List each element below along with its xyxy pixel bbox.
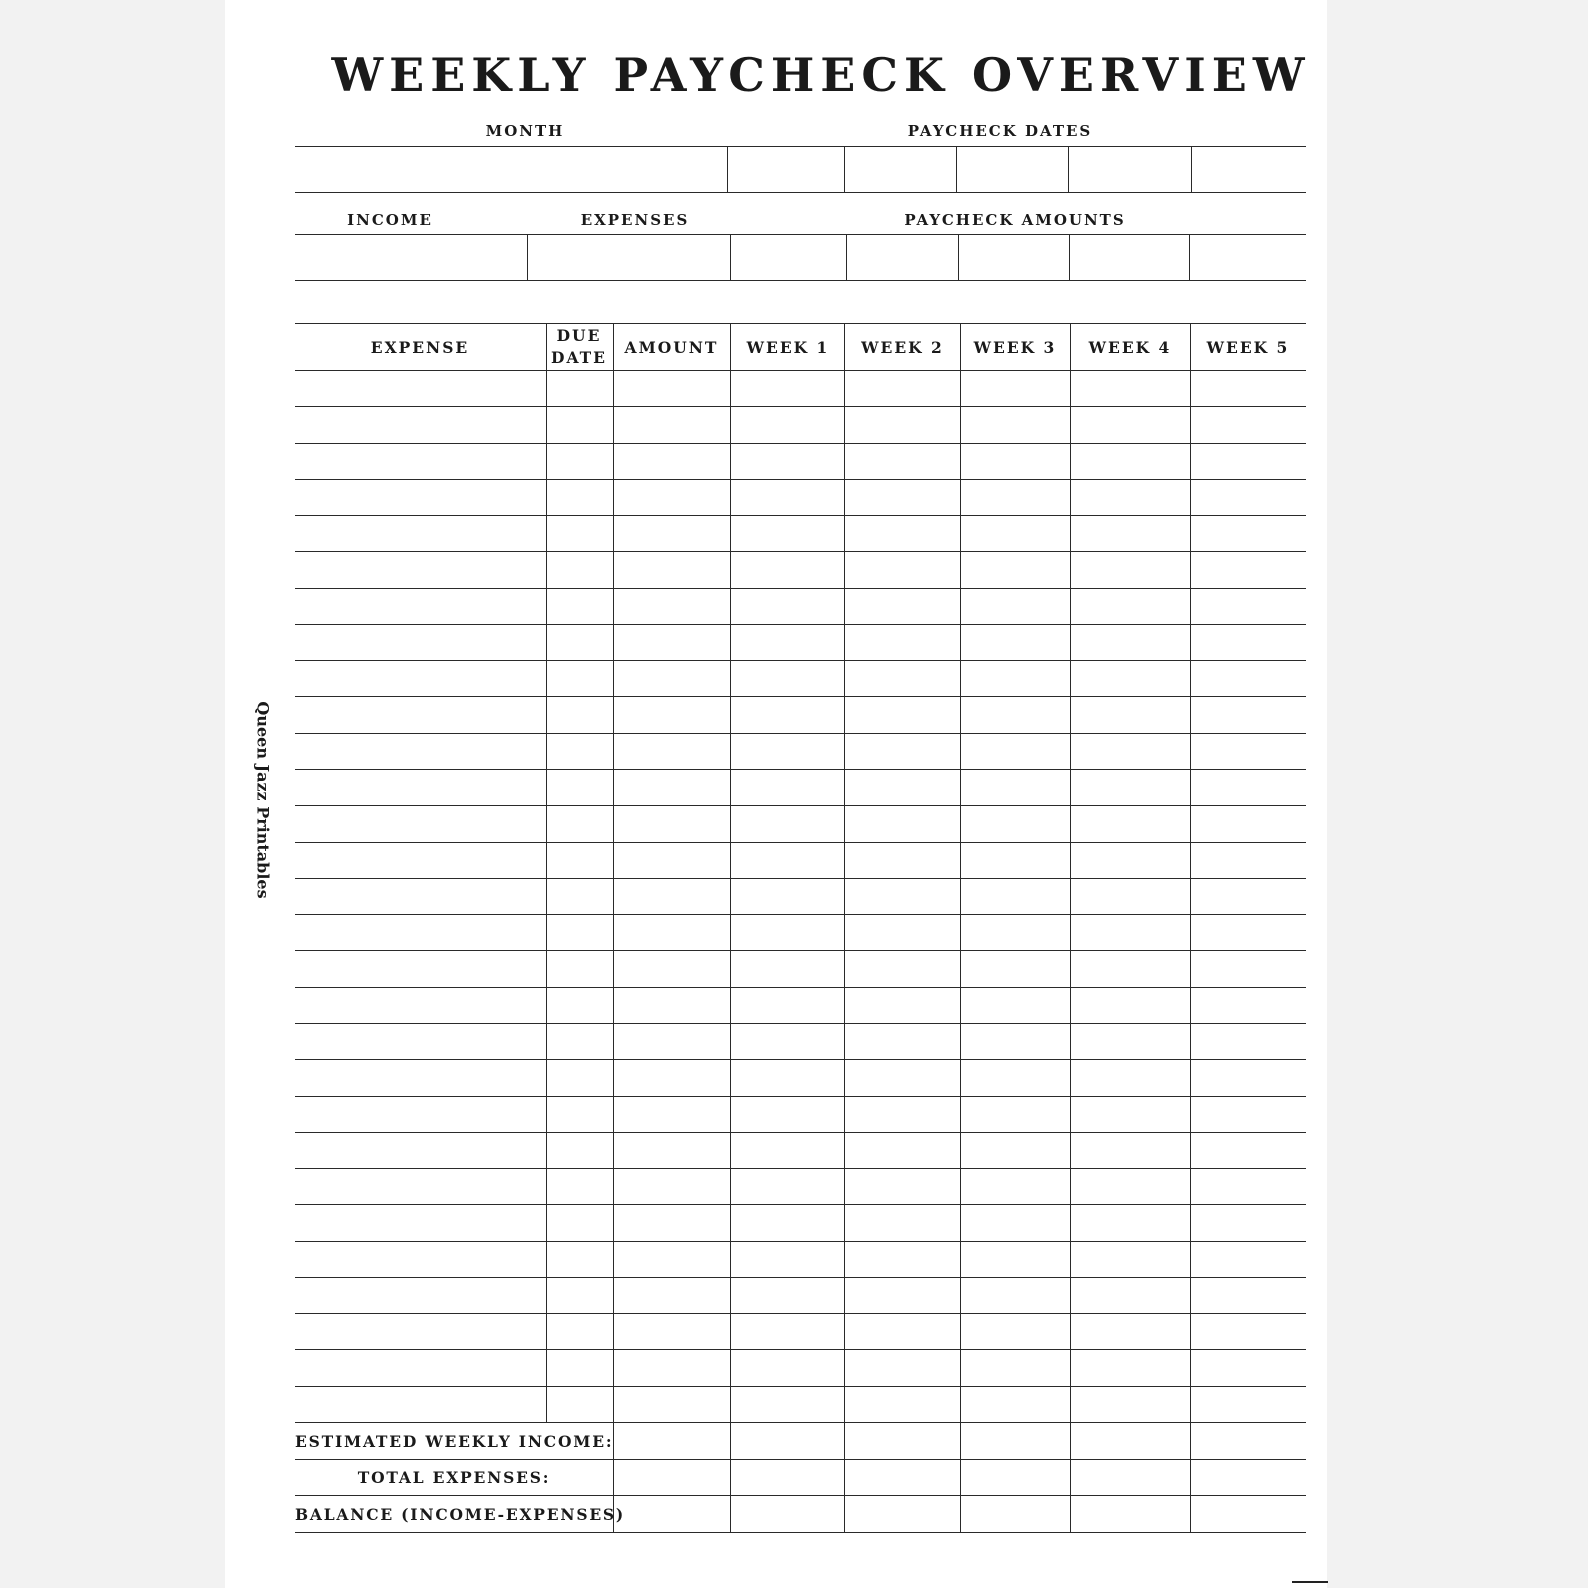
table-cell[interactable]: [1071, 371, 1190, 406]
table-cell[interactable]: [296, 1205, 546, 1240]
summary-cell[interactable]: [1071, 1496, 1190, 1532]
table-cell[interactable]: [731, 806, 844, 841]
table-cell[interactable]: [614, 915, 730, 950]
table-cell[interactable]: [1071, 770, 1190, 805]
table-cell[interactable]: [1191, 734, 1306, 769]
header-week-3: WEEK 3: [973, 338, 1057, 357]
summary-cell[interactable]: [614, 1423, 730, 1459]
table-cell[interactable]: [296, 843, 546, 878]
table-cell[interactable]: [614, 1350, 730, 1385]
table-cell[interactable]: [547, 661, 613, 696]
table-cell[interactable]: [845, 843, 960, 878]
paycheck-amount-field-3[interactable]: [959, 235, 1069, 280]
divider: [295, 280, 1306, 281]
table-cell[interactable]: [731, 516, 844, 551]
table-cell[interactable]: [961, 552, 1070, 587]
income-field[interactable]: [295, 235, 527, 280]
table-cell[interactable]: [845, 371, 960, 406]
table-cell[interactable]: [547, 1350, 613, 1385]
header-week-1: WEEK 1: [746, 338, 830, 357]
table-cell[interactable]: [1071, 988, 1190, 1023]
table-cell[interactable]: [731, 1350, 844, 1385]
table-cell[interactable]: [1071, 1278, 1190, 1313]
table-cell[interactable]: [731, 951, 844, 986]
table-cell[interactable]: [731, 1242, 844, 1277]
table-cell[interactable]: [296, 444, 546, 479]
paycheck-date-field-3[interactable]: [957, 147, 1068, 192]
table-cell[interactable]: [547, 1133, 613, 1168]
table-cell[interactable]: [731, 1314, 844, 1349]
table-cell[interactable]: [1071, 915, 1190, 950]
table-cell[interactable]: [296, 1133, 546, 1168]
table-cell[interactable]: [845, 661, 960, 696]
paycheck-amount-field-2[interactable]: [847, 235, 958, 280]
table-cell[interactable]: [731, 734, 844, 769]
table-cell[interactable]: [1191, 1242, 1306, 1277]
header-amount: AMOUNT: [624, 338, 719, 357]
table-cell[interactable]: [1071, 734, 1190, 769]
table-cell[interactable]: [614, 625, 730, 660]
table-cell[interactable]: [731, 843, 844, 878]
summary-cell[interactable]: [845, 1496, 960, 1532]
table-cell[interactable]: [731, 407, 844, 442]
expenses-field[interactable]: [528, 235, 730, 280]
table-cell[interactable]: [614, 879, 730, 914]
header-week-2: WEEK 2: [861, 338, 944, 357]
month-field[interactable]: [295, 147, 727, 192]
table-cell[interactable]: [547, 734, 613, 769]
table-cell[interactable]: [961, 407, 1070, 442]
table-cell[interactable]: [1071, 1169, 1190, 1204]
table-cell[interactable]: [1191, 589, 1306, 624]
table-cell[interactable]: [296, 1024, 546, 1059]
table-cell[interactable]: [961, 1024, 1070, 1059]
table-cell[interactable]: [547, 697, 613, 732]
table-cell[interactable]: [547, 1314, 613, 1349]
table-cell[interactable]: [1071, 806, 1190, 841]
table-cell[interactable]: [614, 951, 730, 986]
table-cell[interactable]: [961, 661, 1070, 696]
paycheck-date-field-5[interactable]: [1192, 147, 1306, 192]
table-cell[interactable]: [731, 444, 844, 479]
table-cell[interactable]: [296, 1314, 546, 1349]
table-cell[interactable]: [1191, 1169, 1306, 1204]
paycheck-date-field-4[interactable]: [1069, 147, 1191, 192]
table-cell[interactable]: [1071, 879, 1190, 914]
summary-cell[interactable]: [961, 1496, 1070, 1532]
summary-cell[interactable]: [1191, 1460, 1306, 1496]
table-cell[interactable]: [961, 951, 1070, 986]
table-cell[interactable]: [296, 1097, 546, 1132]
table-cell[interactable]: [1191, 1350, 1306, 1385]
table-cell[interactable]: [547, 1387, 613, 1422]
table-cell[interactable]: [731, 1024, 844, 1059]
table-cell[interactable]: [731, 697, 844, 732]
table-cell[interactable]: [731, 552, 844, 587]
table-cell[interactable]: [296, 770, 546, 805]
table-cell[interactable]: [547, 770, 613, 805]
page-title: WEEKLY PAYCHECK OVERVIEW: [331, 48, 1311, 102]
summary-cell[interactable]: [731, 1423, 844, 1459]
table-cell[interactable]: [845, 1205, 960, 1240]
table-cell[interactable]: [961, 1314, 1070, 1349]
table-cell[interactable]: [845, 407, 960, 442]
table-cell[interactable]: [961, 1205, 1070, 1240]
table-cell[interactable]: [614, 1205, 730, 1240]
table-cell[interactable]: [614, 1060, 730, 1095]
table-cell[interactable]: [614, 770, 730, 805]
table-cell[interactable]: [961, 625, 1070, 660]
table-cell[interactable]: [1071, 1024, 1190, 1059]
table-cell[interactable]: [961, 1133, 1070, 1168]
table-cell[interactable]: [845, 480, 960, 515]
table-cell[interactable]: [614, 589, 730, 624]
table-cell[interactable]: [845, 988, 960, 1023]
table-cell[interactable]: [614, 1024, 730, 1059]
table-cell[interactable]: [1071, 843, 1190, 878]
table-cell[interactable]: [614, 480, 730, 515]
table-cell[interactable]: [547, 1242, 613, 1277]
table-cell[interactable]: [731, 1387, 844, 1422]
paycheck-date-field-2[interactable]: [845, 147, 956, 192]
table-cell[interactable]: [1071, 1060, 1190, 1095]
table-cell[interactable]: [1191, 407, 1306, 442]
table-cell[interactable]: [961, 371, 1070, 406]
table-cell[interactable]: [547, 951, 613, 986]
table-cell[interactable]: [845, 1169, 960, 1204]
divider: [295, 323, 1306, 324]
table-cell[interactable]: [1071, 552, 1190, 587]
summary-cell[interactable]: [731, 1460, 844, 1496]
table-cell[interactable]: [1191, 552, 1306, 587]
table-cell[interactable]: [731, 770, 844, 805]
table-cell[interactable]: [1191, 444, 1306, 479]
table-cell[interactable]: [961, 1350, 1070, 1385]
table-cell[interactable]: [296, 371, 546, 406]
table-cell[interactable]: [845, 1350, 960, 1385]
table-cell[interactable]: [1191, 516, 1306, 551]
table-cell[interactable]: [731, 1060, 844, 1095]
table-cell[interactable]: [1191, 1387, 1306, 1422]
table-cell[interactable]: [1191, 1314, 1306, 1349]
table-cell[interactable]: [731, 915, 844, 950]
summary-cell[interactable]: [614, 1460, 730, 1496]
table-cell[interactable]: [845, 1278, 960, 1313]
table-cell[interactable]: [547, 480, 613, 515]
table-cell[interactable]: [845, 915, 960, 950]
table-cell[interactable]: [614, 1278, 730, 1313]
table-cell[interactable]: [296, 988, 546, 1023]
table-cell[interactable]: [731, 1097, 844, 1132]
table-cell[interactable]: [1071, 697, 1190, 732]
table-cell[interactable]: [296, 1169, 546, 1204]
header-due-date: [546, 325, 612, 369]
table-cell[interactable]: [1191, 770, 1306, 805]
table-cell[interactable]: [1191, 697, 1306, 732]
table-cell[interactable]: [731, 1278, 844, 1313]
table-cell[interactable]: [614, 1133, 730, 1168]
table-cell[interactable]: [614, 444, 730, 479]
table-row-line: [295, 1532, 1306, 1533]
table-cell[interactable]: [961, 1169, 1070, 1204]
table-cell[interactable]: [296, 951, 546, 986]
table-cell[interactable]: [296, 1242, 546, 1277]
table-cell[interactable]: [547, 915, 613, 950]
paycheck-amount-field-1[interactable]: [731, 235, 846, 280]
table-cell[interactable]: [296, 1350, 546, 1385]
table-cell[interactable]: [845, 770, 960, 805]
table-cell[interactable]: [845, 1060, 960, 1095]
summary-cell[interactable]: [731, 1496, 844, 1532]
table-cell[interactable]: [547, 806, 613, 841]
table-cell[interactable]: [845, 1133, 960, 1168]
table-cell[interactable]: [614, 1169, 730, 1204]
table-cell[interactable]: [731, 879, 844, 914]
table-cell[interactable]: [296, 552, 546, 587]
table-cell[interactable]: [547, 1278, 613, 1313]
table-cell[interactable]: [296, 697, 546, 732]
summary-cell[interactable]: [1071, 1423, 1190, 1459]
table-cell[interactable]: [614, 697, 730, 732]
table-cell[interactable]: [731, 480, 844, 515]
table-cell[interactable]: [845, 734, 960, 769]
table-cell[interactable]: [614, 552, 730, 587]
table-cell[interactable]: [731, 625, 844, 660]
table-cell[interactable]: [296, 661, 546, 696]
table-cell[interactable]: [961, 988, 1070, 1023]
expenses-label: EXPENSES: [580, 211, 690, 229]
table-cell[interactable]: [961, 1097, 1070, 1132]
table-cell[interactable]: [1071, 1205, 1190, 1240]
table-cell[interactable]: [296, 625, 546, 660]
table-cell[interactable]: [1191, 988, 1306, 1023]
table-cell[interactable]: [961, 516, 1070, 551]
table-cell[interactable]: [731, 661, 844, 696]
table-cell[interactable]: [547, 988, 613, 1023]
header-due-date-line2: DATE: [551, 348, 607, 367]
balance-label: BALANCE (INCOME-EXPENSES): [295, 1505, 626, 1524]
table-cell[interactable]: [1191, 661, 1306, 696]
table-cell[interactable]: [1071, 661, 1190, 696]
table-cell[interactable]: [1191, 879, 1306, 914]
table-cell[interactable]: [547, 444, 613, 479]
table-cell[interactable]: [1191, 951, 1306, 986]
table-cell[interactable]: [296, 589, 546, 624]
table-cell[interactable]: [614, 734, 730, 769]
table-cell[interactable]: [845, 951, 960, 986]
paycheck-date-field-1[interactable]: [728, 147, 844, 192]
table-cell[interactable]: [547, 589, 613, 624]
table-cell[interactable]: [614, 407, 730, 442]
table-cell[interactable]: [547, 1024, 613, 1059]
paycheck-amount-field-4[interactable]: [1070, 235, 1189, 280]
table-cell[interactable]: [547, 879, 613, 914]
header-week-4: WEEK 4: [1088, 338, 1172, 357]
table-cell[interactable]: [731, 1133, 844, 1168]
table-cell[interactable]: [296, 734, 546, 769]
table-cell[interactable]: [296, 806, 546, 841]
table-cell[interactable]: [961, 444, 1070, 479]
table-cell[interactable]: [547, 371, 613, 406]
table-cell[interactable]: [845, 1387, 960, 1422]
table-cell[interactable]: [1071, 951, 1190, 986]
table-cell[interactable]: [614, 516, 730, 551]
total-expenses-label: TOTAL EXPENSES:: [357, 1468, 551, 1487]
table-cell[interactable]: [1191, 1097, 1306, 1132]
divider: [295, 192, 1306, 193]
table-cell[interactable]: [1191, 1205, 1306, 1240]
table-cell[interactable]: [961, 879, 1070, 914]
table-cell[interactable]: [1191, 1133, 1306, 1168]
table-cell[interactable]: [961, 915, 1070, 950]
table-cell[interactable]: [845, 625, 960, 660]
table-cell[interactable]: [731, 1205, 844, 1240]
table-cell[interactable]: [547, 1060, 613, 1095]
summary-cell[interactable]: [1191, 1423, 1306, 1459]
table-cell[interactable]: [547, 407, 613, 442]
table-cell[interactable]: [1071, 1133, 1190, 1168]
table-cell[interactable]: [614, 1097, 730, 1132]
table-cell[interactable]: [1191, 1024, 1306, 1059]
month-label: MONTH: [485, 122, 565, 140]
income-label: INCOME: [347, 211, 433, 229]
table-cell[interactable]: [1071, 1314, 1190, 1349]
paycheck-amounts-label: PAYCHECK AMOUNTS: [904, 211, 1126, 229]
table-cell[interactable]: [296, 1278, 546, 1313]
summary-cell[interactable]: [845, 1460, 960, 1496]
table-cell[interactable]: [845, 697, 960, 732]
table-cell[interactable]: [296, 480, 546, 515]
paycheck-amount-field-5[interactable]: [1190, 235, 1306, 280]
table-cell[interactable]: [547, 552, 613, 587]
estimated-weekly-income-label: ESTIMATED WEEKLY INCOME:: [295, 1432, 614, 1451]
table-cell[interactable]: [614, 806, 730, 841]
table-cell[interactable]: [1071, 1387, 1190, 1422]
table-cell[interactable]: [296, 1387, 546, 1422]
header-due-date-line1: DUE: [556, 326, 602, 345]
table-cell[interactable]: [731, 1169, 844, 1204]
summary-cell[interactable]: [614, 1496, 730, 1532]
table-cell[interactable]: [731, 589, 844, 624]
table-cell[interactable]: [1071, 516, 1190, 551]
table-cell[interactable]: [1191, 843, 1306, 878]
table-cell[interactable]: [961, 806, 1070, 841]
table-cell[interactable]: [1071, 407, 1190, 442]
table-cell[interactable]: [961, 1278, 1070, 1313]
table-cell[interactable]: [961, 770, 1070, 805]
table-cell[interactable]: [845, 552, 960, 587]
table-cell[interactable]: [614, 843, 730, 878]
table-cell[interactable]: [614, 1242, 730, 1277]
table-cell[interactable]: [1071, 1242, 1190, 1277]
table-cell[interactable]: [961, 589, 1070, 624]
table-cell[interactable]: [1071, 444, 1190, 479]
table-cell[interactable]: [845, 1242, 960, 1277]
table-cell[interactable]: [1191, 1060, 1306, 1095]
table-cell[interactable]: [961, 843, 1070, 878]
summary-cell[interactable]: [961, 1460, 1070, 1496]
table-cell[interactable]: [547, 625, 613, 660]
table-cell[interactable]: [1191, 1278, 1306, 1313]
table-cell[interactable]: [1071, 480, 1190, 515]
header-expense: EXPENSE: [370, 338, 470, 357]
table-cell[interactable]: [731, 371, 844, 406]
table-cell[interactable]: [1071, 1350, 1190, 1385]
table-cell[interactable]: [1191, 806, 1306, 841]
table-cell[interactable]: [547, 1205, 613, 1240]
table-cell[interactable]: [614, 1387, 730, 1422]
table-cell[interactable]: [845, 1024, 960, 1059]
summary-cell[interactable]: [961, 1423, 1070, 1459]
summary-cell[interactable]: [845, 1423, 960, 1459]
table-cell[interactable]: [1191, 480, 1306, 515]
table-cell[interactable]: [961, 697, 1070, 732]
table-cell[interactable]: [1071, 625, 1190, 660]
table-cell[interactable]: [296, 915, 546, 950]
table-cell[interactable]: [845, 806, 960, 841]
table-cell[interactable]: [614, 371, 730, 406]
table-cell[interactable]: [614, 1314, 730, 1349]
table-cell[interactable]: [961, 1242, 1070, 1277]
table-cell[interactable]: [547, 843, 613, 878]
table-cell[interactable]: [614, 661, 730, 696]
table-cell[interactable]: [961, 1060, 1070, 1095]
table-cell[interactable]: [961, 734, 1070, 769]
planner-page: [225, 0, 1327, 1588]
table-cell[interactable]: [961, 1387, 1070, 1422]
table-cell[interactable]: [547, 1169, 613, 1204]
table-cell[interactable]: [296, 879, 546, 914]
table-cell[interactable]: [845, 1097, 960, 1132]
table-cell[interactable]: [1191, 371, 1306, 406]
summary-cell[interactable]: [1071, 1460, 1190, 1496]
table-cell[interactable]: [961, 480, 1070, 515]
table-cell[interactable]: [296, 1060, 546, 1095]
summary-cell[interactable]: [1191, 1496, 1306, 1532]
header-week-5: WEEK 5: [1206, 338, 1290, 357]
table-cell[interactable]: [547, 516, 613, 551]
table-cell[interactable]: [845, 879, 960, 914]
brand-side-text: Queen Jazz Printables: [253, 701, 273, 899]
table-cell[interactable]: [1071, 589, 1190, 624]
table-cell[interactable]: [845, 516, 960, 551]
corner-mark: [1292, 1581, 1328, 1583]
table-cell[interactable]: [296, 407, 546, 442]
table-cell[interactable]: [1191, 625, 1306, 660]
table-cell[interactable]: [845, 1314, 960, 1349]
table-cell[interactable]: [845, 444, 960, 479]
paycheck-dates-label: PAYCHECK DATES: [907, 122, 1093, 140]
table-cell[interactable]: [845, 589, 960, 624]
table-cell[interactable]: [731, 988, 844, 1023]
table-cell[interactable]: [1071, 1097, 1190, 1132]
table-cell[interactable]: [614, 988, 730, 1023]
table-cell[interactable]: [296, 516, 546, 551]
table-cell[interactable]: [1191, 915, 1306, 950]
table-cell[interactable]: [547, 1097, 613, 1132]
